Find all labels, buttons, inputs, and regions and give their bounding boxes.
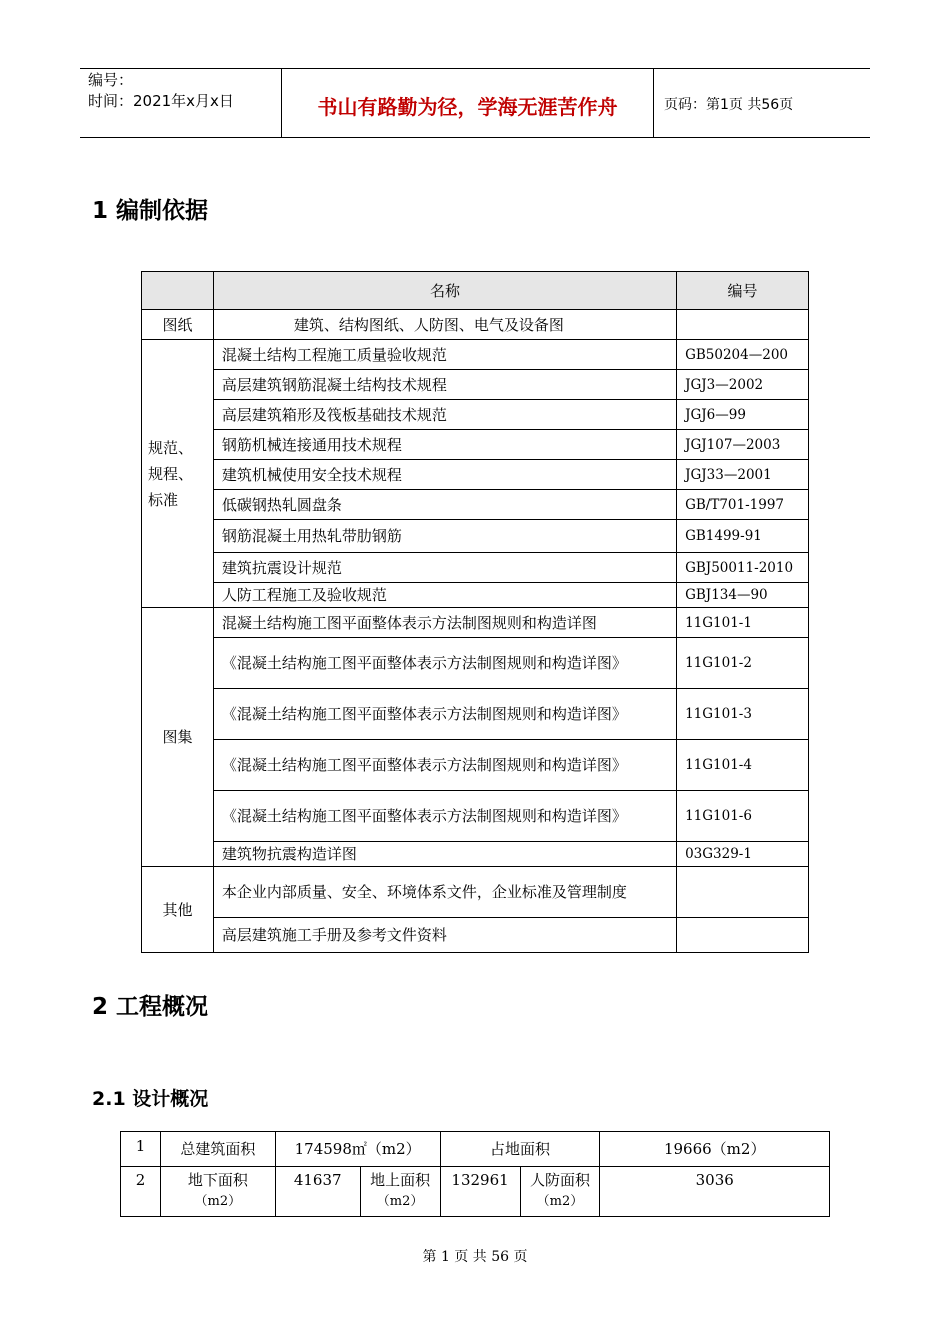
atlas-number: 11G101-3 — [677, 689, 809, 740]
row-index: 1 — [121, 1132, 161, 1167]
table-row — [142, 370, 809, 400]
table-row — [142, 520, 809, 553]
standard-number: JGJ33—2001 — [677, 460, 809, 490]
table-row — [121, 1167, 830, 1217]
standard-name: 人防工程施工及验收规范 — [213, 583, 676, 608]
civil-defense-area-label — [520, 1167, 600, 1217]
atlas-name: 《混凝土结构施工图平面整体表示方法制图规则和构造详图》 — [213, 740, 676, 791]
table-row — [142, 490, 809, 520]
underground-area-label — [160, 1167, 275, 1217]
drawings-number — [677, 310, 809, 340]
total-area-value: 174598㎡（m2） — [275, 1132, 440, 1167]
row-index: 2 — [121, 1167, 161, 1217]
table-row — [142, 867, 809, 918]
aboveground-area-value: 132961 — [440, 1167, 520, 1217]
table-row — [142, 460, 809, 490]
standard-number: JGJ3—2002 — [677, 370, 809, 400]
table-row — [142, 553, 809, 583]
basis-table — [141, 271, 809, 953]
atlas-number: 11G101-2 — [677, 638, 809, 689]
table-row — [142, 430, 809, 460]
atlas-name: 《混凝土结构施工图平面整体表示方法制图规则和构造详图》 — [213, 638, 676, 689]
design-overview-table — [120, 1131, 830, 1217]
atlas-name: 《混凝土结构施工图平面整体表示方法制图规则和构造详图》 — [213, 689, 676, 740]
atlas-name: 混凝土结构施工图平面整体表示方法制图规则和构造详图 — [213, 608, 676, 638]
standard-number: GB/T701-1997 — [677, 490, 809, 520]
atlas-number: 11G101-4 — [677, 740, 809, 791]
table-row — [142, 842, 809, 867]
standard-name: 高层建筑钢筋混凝土结构技术规程 — [213, 370, 676, 400]
table-row — [142, 638, 809, 689]
other-name: 本企业内部质量、安全、环境体系文件，企业标准及管理制度 — [213, 867, 676, 918]
standard-number: JGJ6—99 — [677, 400, 809, 430]
category-atlas: 图集 — [142, 608, 214, 867]
underground-area-value: 41637 — [275, 1167, 360, 1217]
standard-number: GB50204—200 — [677, 340, 809, 370]
land-area-label: 占地面积 — [440, 1132, 600, 1167]
atlas-number: 03G329-1 — [677, 842, 809, 867]
table-row — [142, 791, 809, 842]
table-row — [142, 689, 809, 740]
standard-number: JGJ107—2003 — [677, 430, 809, 460]
page-header — [80, 68, 870, 138]
table-header-row — [142, 272, 809, 310]
table-row — [142, 310, 809, 340]
header-cell-number: 编号 — [677, 272, 809, 310]
civil-defense-area-text: 人防面积 — [529, 1171, 590, 1189]
table-row — [142, 400, 809, 430]
table-row — [121, 1132, 830, 1167]
category-other: 其他 — [142, 867, 214, 953]
standard-number: GBJ50011-2010 — [677, 553, 809, 583]
category-standards: 规范、规程、标准 — [142, 340, 214, 608]
section-2-1-title: 2.1 设计概况 — [92, 1088, 209, 1110]
other-number — [677, 918, 809, 953]
header-motto: 书山有路勤为径，学海无涯苦作舟 — [282, 69, 654, 137]
total-area-label: 总建筑面积 — [160, 1132, 275, 1167]
drawings-name: 建筑、结构图纸、人防图、电气及设备图 — [213, 310, 676, 340]
other-number — [677, 867, 809, 918]
atlas-number: 11G101-6 — [677, 791, 809, 842]
aboveground-area-unit: （m2） — [376, 1194, 424, 1209]
standard-name: 建筑机械使用安全技术规程 — [213, 460, 676, 490]
standard-number: GB1499-91 — [677, 520, 809, 553]
land-area-value: 19666（m2） — [600, 1132, 830, 1167]
standard-name: 钢筋混凝土用热轧带肋钢筋 — [213, 520, 676, 553]
aboveground-area-label — [360, 1167, 440, 1217]
civil-defense-area-value: 3036 — [600, 1167, 830, 1217]
table-row — [142, 918, 809, 953]
header-page-info: 页码：第1页 共56页 — [664, 97, 794, 113]
section-2-title: 2 工程概况 — [92, 994, 209, 1020]
standard-name: 建筑抗震设计规范 — [213, 553, 676, 583]
section-1-title: 1 编制依据 — [92, 198, 209, 224]
underground-area-text: 地下面积 — [187, 1171, 248, 1189]
table-row — [142, 583, 809, 608]
underground-area-unit: （m2） — [194, 1194, 242, 1209]
header-cell-name: 名称 — [213, 272, 676, 310]
atlas-name: 建筑物抗震构造详图 — [213, 842, 676, 867]
doc-time-label: 时间：2021年x月x日 — [88, 92, 234, 110]
category-drawings: 图纸 — [142, 310, 214, 340]
page-footer: 第 1 页 共 56 页 — [422, 1249, 528, 1265]
doc-number-label: 编号： — [88, 71, 134, 89]
header-info-cell — [80, 69, 282, 137]
atlas-name: 《混凝土结构施工图平面整体表示方法制图规则和构造详图》 — [213, 791, 676, 842]
standard-name: 混凝土结构工程施工质量验收规范 — [213, 340, 676, 370]
table-row — [142, 340, 809, 370]
table-row — [142, 608, 809, 638]
standard-name: 钢筋机械连接通用技术规程 — [213, 430, 676, 460]
civil-defense-area-unit: （m2） — [536, 1194, 584, 1209]
standard-name: 高层建筑箱形及筏板基础技术规范 — [213, 400, 676, 430]
standard-name: 低碳钢热轧圆盘条 — [213, 490, 676, 520]
aboveground-area-text: 地上面积 — [370, 1171, 431, 1189]
atlas-number: 11G101-1 — [677, 608, 809, 638]
header-cell-empty — [142, 272, 214, 310]
standard-number: GBJ134—90 — [677, 583, 809, 608]
other-name: 高层建筑施工手册及参考文件资料 — [213, 918, 676, 953]
table-row — [142, 740, 809, 791]
